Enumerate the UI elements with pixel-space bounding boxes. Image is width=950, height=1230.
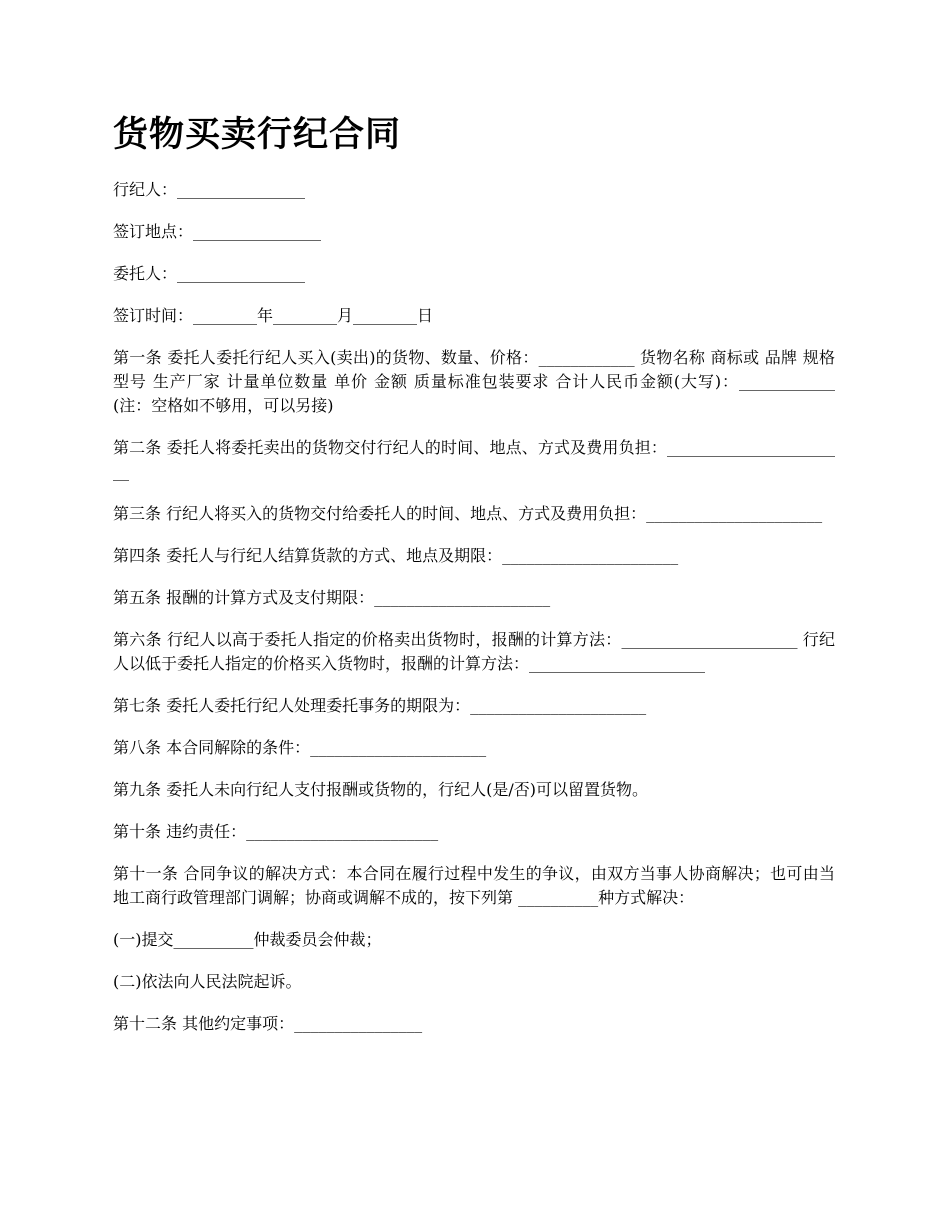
article-11: 第十一条 合同争议的解决方式：本合同在履行过程中发生的争议，由双方当事人协商解决；也可由当地工商行政管理部门调解；协商或调解不成的，按下列第 __________种方式解决： — [113, 864, 835, 907]
document-title: 货物买卖行纪合同 — [113, 115, 402, 155]
article-3: 第三条 行纪人将买入的货物交付给委托人的时间、地点、方式及费用负担：______________________ — [113, 504, 823, 523]
field-signing-date: 签订时间：________年________月________日 — [113, 306, 434, 325]
article-11-option-1: (一)提交__________仲裁委员会仲裁； — [113, 930, 382, 949]
article-8: 第八条 本合同解除的条件：______________________ — [113, 738, 487, 757]
article-12: 第十二条 其他约定事项：________________ — [113, 1014, 423, 1033]
article-4: 第四条 委托人与行纪人结算货款的方式、地点及期限：______________________ — [113, 546, 679, 565]
article-9: 第九条 委托人未向行纪人支付报酬或货物的，行纪人(是/否)可以留置货物。 — [113, 780, 648, 799]
field-principal: 委托人：________________ — [113, 264, 306, 283]
article-10: 第十条 违约责任：________________________ — [113, 822, 439, 841]
document-page — [113, 112, 835, 1054]
article-2: 第二条 委托人将委托卖出的货物交付行纪人的时间、地点、方式及费用负担：_______________________ — [113, 438, 835, 481]
field-broker: 行纪人：________________ — [113, 180, 306, 199]
article-7: 第七条 委托人委托行纪人处理委托事务的期限为：______________________ — [113, 696, 647, 715]
field-signing-place: 签订地点：________________ — [113, 222, 322, 241]
article-11-option-2: (二)依法向人民法院起诉。 — [113, 972, 302, 991]
article-5: 第五条 报酬的计算方式及支付期限：______________________ — [113, 588, 551, 607]
article-1: 第一条 委托人委托行纪人买入(卖出)的货物、数量、价格：____________ 货物名称 商标或 品牌 规格型号 生产厂家 计量单位数量 单价 金额 质量标准包装要求 合计人民币金额(大写)：____________ (注：空格如不够用，可以另接) — [113, 348, 835, 415]
article-6: 第六条 行纪人以高于委托人指定的价格卖出货物时，报酬的计算方法：______________________ 行纪人以低于委托人指定的价格买入货物时，报酬的计算方法：______________________ — [113, 630, 835, 673]
